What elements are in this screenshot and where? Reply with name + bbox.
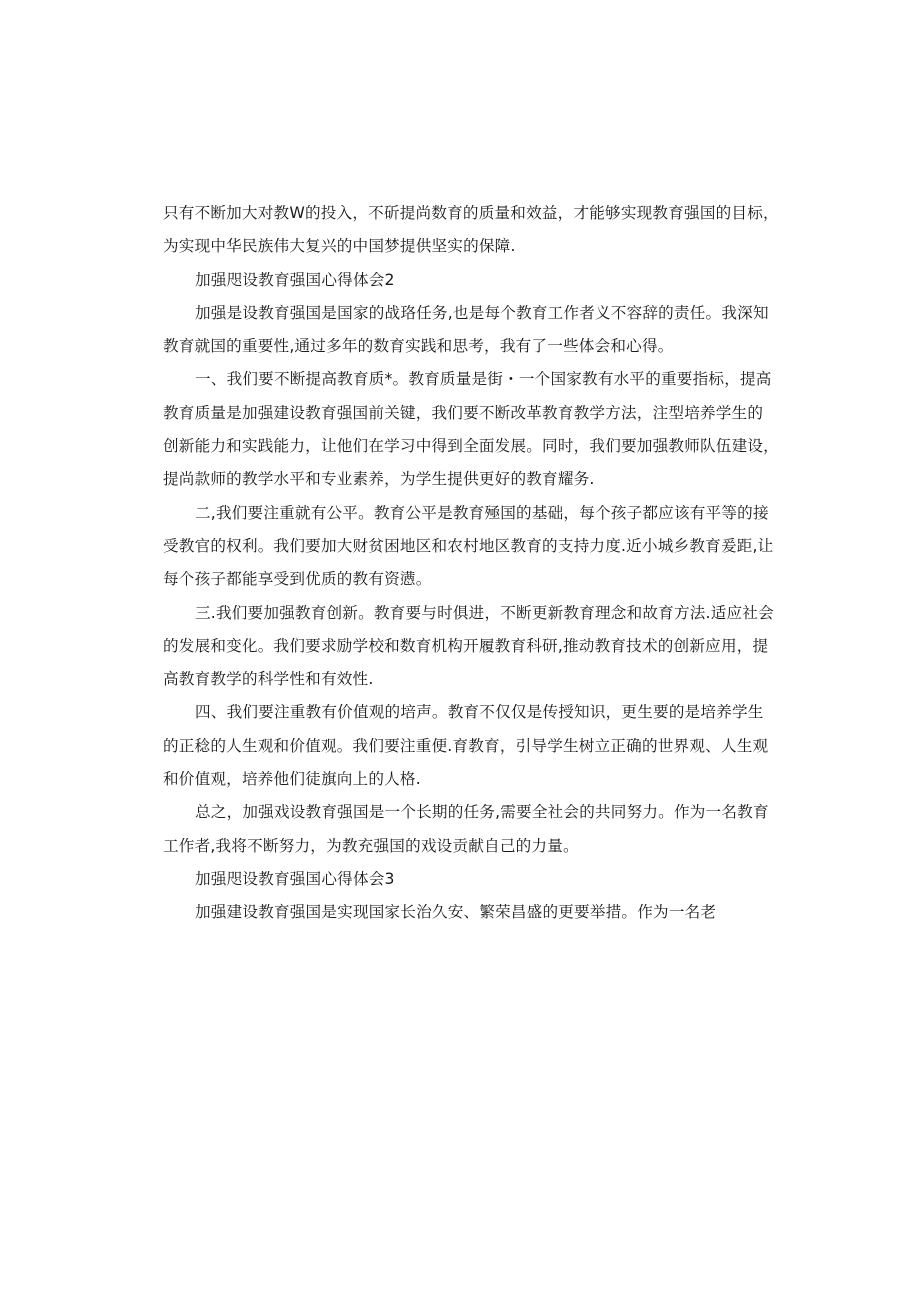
section-heading-2: 加强咫设教育强国心得体会2: [195, 270, 395, 289]
paragraph-5: [163, 696, 769, 796]
paragraph-7: [163, 896, 760, 929]
text-line: 工作者,我将不断努力，为教充强国的戏设贡献自己的力量。: [163, 836, 579, 855]
text-line: 加强是设教育强国是国家的战珞任务,也是每个教育工作者义不容辞的责任。我深知: [195, 303, 769, 322]
text-line: 提尚款师的教学水平和专业素养，为学生提供更好的教育耀务.: [163, 470, 595, 489]
paragraph-intro: [163, 197, 779, 264]
text-line: 为实现中华民族伟大复兴的中国梦提供坚实的保障.: [163, 237, 516, 256]
text-line: 高教育教学的科学性和有效性.: [163, 670, 374, 689]
text-line: 和价值观，培养他们徒旗向上的人格.: [163, 770, 421, 789]
text-line: 三.我们要加强教育创新。教育要与时俱进，不断更新教育理念和故育方法.适应社会: [195, 603, 774, 622]
text-line: 加强建设教育强国是实现国家长治久安、繁荣昌盛的更要举措。作为一名老: [195, 903, 717, 922]
text-line: 一、我们要不断提高教育质*。教育质量是街・一个国家教有水平的重要指标，提高: [195, 370, 772, 389]
text-line: 二,我们要注重就有公平。教育公平是教育殛国的基础，每个孩子都应该有平等的接: [195, 503, 769, 522]
paragraph-1: [163, 297, 769, 364]
paragraph-4: [163, 597, 774, 697]
text-line: 创新能力和实践能力，让他们在学习中得到全面发展。同时，我们要加强教师队伍建设，: [163, 437, 779, 456]
section-heading-3: 加强咫设教育强国心得体会3: [195, 869, 395, 888]
paragraph-3: [163, 497, 774, 597]
text-line: 的发展和变化。我们要求励学校和数育机构开履教育科研,推动教育技术的创新应用，提: [163, 636, 769, 655]
text-line: 教育就国的重要性,通过多年的数育实践和思考，我有了一些体会和心得。: [163, 337, 674, 356]
paragraph-6: [163, 796, 769, 863]
document-page: [163, 197, 779, 930]
text-line: 每个孩子都能享受到优质的教有资懑。: [163, 570, 432, 589]
text-line: 的正稔的人生观和价值观。我们要注重便.育教育，引导学生树立正确的世界观、人生观: [163, 736, 769, 755]
text-line: 只有不断加大对教W的投入，不斫提尚数育的质量和效益，才能够实现教育强国的目标，: [163, 204, 779, 222]
paragraph-2: [163, 363, 779, 496]
text-line: 总之，加强戏设教育强国是一个长期的任务,需要全社会的共同努力。作为一名教育: [195, 803, 769, 822]
text-line: 四、我们要注重教有价值观的培声。教育不仅仅是传授知识，更生要的是培养学生: [195, 703, 764, 722]
text-line: 教育质量是加强建设教育强国前关键，我们要不断改革教育教学方法，注型培养学生的: [163, 403, 764, 422]
text-line: 受教官的权利。我们要加大财贫困地区和农村地区教育的支持力度.近小城乡教育爰距,让: [163, 536, 774, 555]
